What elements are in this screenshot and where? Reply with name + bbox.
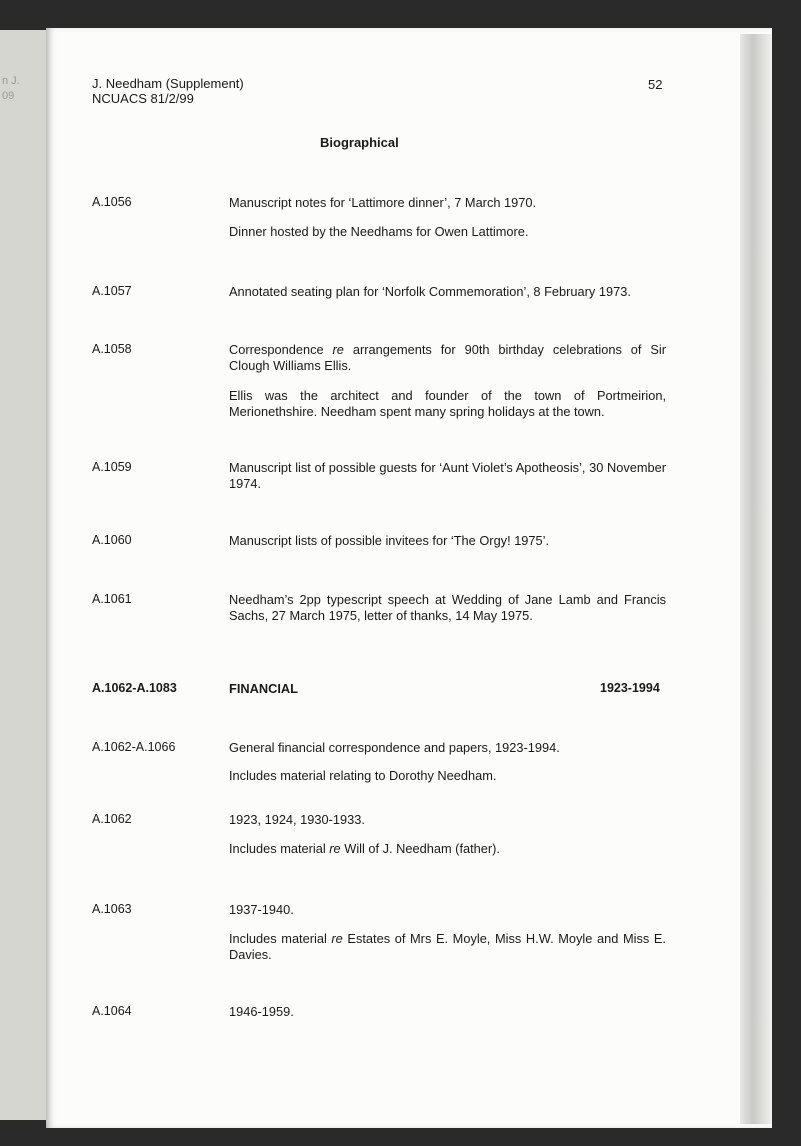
entry-description xyxy=(229,342,666,374)
italic-text: re xyxy=(329,841,341,856)
text-run: arrangements for 90th birthday celebrations of Sir Clough Williams Ellis. xyxy=(229,342,667,373)
left-page-bleed-text: 09 xyxy=(2,90,15,102)
header-title: J. Needham (Supplement) xyxy=(92,76,244,91)
entry-description: 1937-1940. xyxy=(229,902,294,917)
series-dates: 1923-1994 xyxy=(600,681,660,695)
entry-description: 1923, 1924, 1930-1933. xyxy=(229,812,365,827)
entry-note: Includes material relating to Dorothy Needham. xyxy=(229,768,497,783)
left-page-edge xyxy=(0,30,52,1120)
entry-description: Manuscript notes for ‘Lattimore dinner’, 7 March 1970. xyxy=(229,195,537,210)
entry-note: Ellis was the architect and founder of the town of Portmeirion, Merionethshire. Needham spent many spring holidays at the town. xyxy=(229,388,666,419)
series-ref: A.1062-A.1083 xyxy=(92,681,177,695)
text-run: Correspondence xyxy=(229,342,333,357)
header-ref: NCUACS 81/2/99 xyxy=(92,91,194,106)
entry-description: 1946-1959. xyxy=(229,1004,294,1019)
entry-ref: A.1062-A.1066 xyxy=(92,740,176,754)
entry-ref: A.1062 xyxy=(92,812,132,826)
series-title: FINANCIAL xyxy=(229,681,298,696)
entry-description: Manuscript list of possible guests for ‘Aunt Violet’s Apotheosis’, 30 November 1974. xyxy=(229,460,666,491)
entry-note xyxy=(229,931,666,963)
entry-description: General financial correspondence and papers, 1923-1994. xyxy=(229,740,560,755)
entry-description: Needham’s 2pp typescript speech at Wedding of Jane Lamb and Francis Sachs, 27 March 1975, letter of thanks, 14 May 1975. xyxy=(229,592,666,623)
entry-ref: A.1064 xyxy=(92,1004,132,1018)
italic-text: re xyxy=(331,931,343,946)
left-page-bleed-text: n J. xyxy=(2,75,20,87)
entry-ref: A.1058 xyxy=(92,342,132,356)
entry-ref: A.1059 xyxy=(92,460,132,474)
entry-ref: A.1056 xyxy=(92,195,132,209)
entry-ref: A.1061 xyxy=(92,592,132,606)
page-number: 52 xyxy=(648,77,663,92)
page-header xyxy=(92,76,244,106)
section-title: Biographical xyxy=(320,135,399,150)
entry-note xyxy=(229,841,666,857)
page-stack-edge xyxy=(740,34,772,1124)
text-run: Estates of Mrs E. Moyle, Miss H.W. Moyle and Miss E. Davies. xyxy=(229,931,666,962)
entry-description: Manuscript lists of possible invitees for ‘The Orgy! 1975’. xyxy=(229,533,550,548)
entry-ref: A.1057 xyxy=(92,284,132,298)
text-run: Includes material xyxy=(229,841,330,856)
entry-ref: A.1060 xyxy=(92,533,132,547)
text-run: Will of J. Needham (father). xyxy=(340,841,500,856)
entry-note: Dinner hosted by the Needhams for Owen Lattimore. xyxy=(229,224,529,239)
entry-ref: A.1063 xyxy=(92,902,132,916)
document-page xyxy=(46,28,772,1128)
italic-text: re xyxy=(332,342,344,357)
entry-description: Annotated seating plan for ‘Norfolk Commemoration’, 8 February 1973. xyxy=(229,284,631,299)
text-run: Includes material xyxy=(229,931,332,946)
